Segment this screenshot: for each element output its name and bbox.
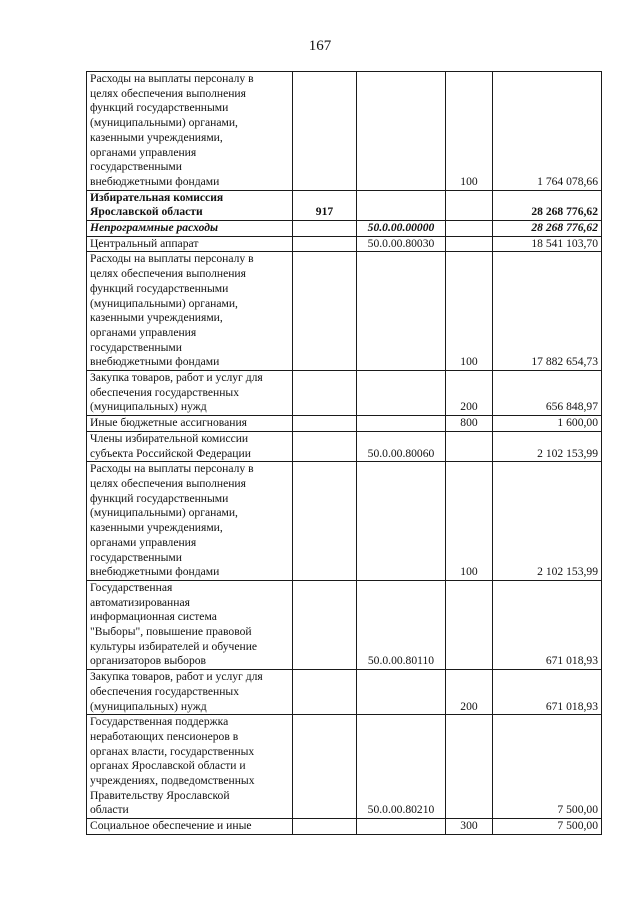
row-name-cell: Расходы на выплаты персоналу в целях обеспечения выполнения функций государственными (муниципальными) органами, казенными учреждениями, органами управления государственными внебюджетными фондами [87,462,293,581]
row-target-article-cell [357,670,446,715]
table-row [87,462,602,581]
table-row [87,416,602,432]
row-expense-type-cell [446,236,493,252]
row-department-code-cell [293,462,357,581]
row-amount-cell: 671 018,93 [493,670,602,715]
row-department-code-cell [293,221,357,237]
row-amount-cell: 671 018,93 [493,580,602,669]
row-amount-cell: 1 764 078,66 [493,72,602,191]
row-amount-cell: 17 882 654,73 [493,252,602,371]
row-department-code-cell [293,715,357,819]
row-name-cell: Непрограммные расходы [87,221,293,237]
row-department-code-cell [293,236,357,252]
row-department-code-cell [293,371,357,416]
row-name-cell: Государственная автоматизированная информационная система "Выборы", повышение правовой культуры избирателей и обучение организаторов выборов [87,580,293,669]
row-expense-type-cell: 800 [446,416,493,432]
row-expense-type-cell [446,715,493,819]
row-target-article-cell: 50.0.00.80030 [357,236,446,252]
row-name-cell: Расходы на выплаты персоналу в целях обеспечения выполнения функций государственными (муниципальными) органами, казенными учреждениями, органами управления государственными внебюджетными фондами [87,72,293,191]
row-expense-type-cell: 300 [446,819,493,835]
row-amount-cell: 18 541 103,70 [493,236,602,252]
row-name-cell: Закупка товаров, работ и услуг для обеспечения государственных (муниципальных) нужд [87,670,293,715]
table-row [87,715,602,819]
row-target-article-cell [357,462,446,581]
row-name-cell: Расходы на выплаты персоналу в целях обеспечения выполнения функций государственными (муниципальными) органами, казенными учреждениями, органами управления государственными внебюджетными фондами [87,252,293,371]
row-name-cell: Члены избирательной комиссии субъекта Российской Федерации [87,431,293,461]
row-department-code-cell: 917 [293,190,357,220]
row-amount-cell: 28 268 776,62 [493,221,602,237]
row-expense-type-cell: 200 [446,670,493,715]
row-expense-type-cell [446,221,493,237]
budget-table [86,71,602,835]
budget-table-body [87,72,602,835]
row-target-article-cell [357,416,446,432]
row-department-code-cell [293,819,357,835]
row-name-cell: Социальное обеспечение и иные [87,819,293,835]
row-expense-type-cell [446,580,493,669]
table-row [87,371,602,416]
row-amount-cell: 7 500,00 [493,819,602,835]
row-target-article-cell [357,371,446,416]
row-amount-cell: 7 500,00 [493,715,602,819]
row-department-code-cell [293,431,357,461]
row-expense-type-cell [446,431,493,461]
row-amount-cell: 656 848,97 [493,371,602,416]
row-amount-cell: 1 600,00 [493,416,602,432]
row-name-cell: Иные бюджетные ассигнования [87,416,293,432]
row-expense-type-cell: 100 [446,462,493,581]
table-row [87,221,602,237]
row-expense-type-cell [446,190,493,220]
row-target-article-cell: 50.0.00.80060 [357,431,446,461]
row-target-article-cell: 50.0.00.80110 [357,580,446,669]
table-row [87,670,602,715]
page-number: 167 [308,38,332,54]
row-name-cell: Закупка товаров, работ и услуг для обеспечения государственных (муниципальных) нужд [87,371,293,416]
table-row [87,236,602,252]
table-row [87,252,602,371]
row-expense-type-cell: 100 [446,72,493,191]
row-name-cell: Центральный аппарат [87,236,293,252]
row-name-cell: Государственная поддержка неработающих пенсионеров в органах власти, государственных органах Ярославской области и учреждениях, подведомственных Правительству Ярославской области [87,715,293,819]
row-department-code-cell [293,580,357,669]
row-amount-cell: 2 102 153,99 [493,431,602,461]
row-department-code-cell [293,252,357,371]
row-name-cell: Избирательная комиссия Ярославской области [87,190,293,220]
table-row [87,819,602,835]
table-row [87,431,602,461]
row-expense-type-cell: 200 [446,371,493,416]
table-row [87,72,602,191]
row-department-code-cell [293,670,357,715]
row-amount-cell: 28 268 776,62 [493,190,602,220]
row-target-article-cell [357,72,446,191]
row-target-article-cell [357,252,446,371]
row-target-article-cell: 50.0.00.00000 [357,221,446,237]
row-target-article-cell [357,190,446,220]
row-target-article-cell: 50.0.00.80210 [357,715,446,819]
row-expense-type-cell: 100 [446,252,493,371]
row-department-code-cell [293,416,357,432]
table-row [87,190,602,220]
table-row [87,580,602,669]
row-target-article-cell [357,819,446,835]
row-department-code-cell [293,72,357,191]
row-amount-cell: 2 102 153,99 [493,462,602,581]
